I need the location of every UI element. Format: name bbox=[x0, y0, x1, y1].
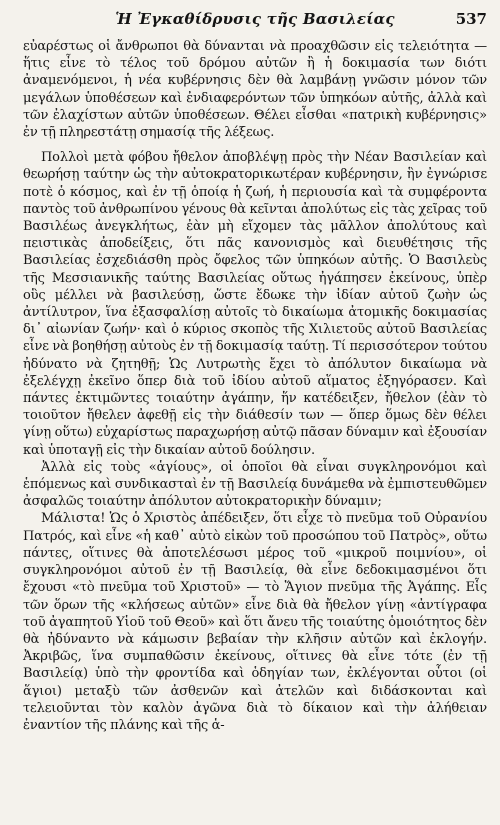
paragraph-3: Ἀλλὰ εἰς τοὺς «ἁγίους», οἱ ὁποῖοι θὰ εἶναι συγκληρονόμοι καὶ ἑπόμενως καὶ συνδικασταὶ ἐν τῇ Βασιλείᾳ δυνάμεθα νὰ ἐμπιστευθῶμεν ἀσφαλῶς τοιαύτην ἀπόλυτον αὐτοκρατορικὴν δύναμιν; bbox=[23, 459, 487, 510]
paragraph-1: εὐαρέστως οἱ ἄνθρωποι θὰ δύνανται νὰ προαχθῶσιν εἰς τελειότητα — ἥτις εἶνε τὸ τέλος τοῦ δρόμου αὐτῶν ἢ ἡ δοκιμασία των διότι ἀναμενόμενοι, ἡ νέα κυβέρνησις δὲν θὰ λαμβάνῃ γνῶσιν μόνον τῶν μεγάλων ὑποθέσεων καὶ ἐνδιαφερόντων τῶν ὑπηκόων αὐτῆς, ἀλλὰ καὶ τῶν ἐλαχίστων αὐτῶν ὑποθέσεων. Θέλει εἶσθαι «πατρικὴ κυβέρνησις» ἐν τῇ πληρεστάτῃ σημασίᾳ τῆς λέξεως. bbox=[23, 39, 487, 141]
paragraph-4: Μάλιστα! Ὡς ὁ Χριστὸς ἀπέδειξεν, ὅτι εἶχε τὸ πνεῦμα τοῦ Οὐρανίου Πατρός, καὶ εἶνε «ἡ καθ᾽ αὐτὸ εἰκὼν τοῦ προσώπου τοῦ Πατρὸς», οὕτω πάντες, οἵτινες θὰ ἀποτελέσωσι μέρος τοῦ «μικροῦ ποιμνίου», οἱ συγκληρονόμοι αὐτοῦ ἐν τῇ Βασιλείᾳ, θὰ εἶνε δεδοκιμασμένοι ὅτι ἔχουσι «τὸ πνεῦμα τοῦ Χριστοῦ» — τὸ Ἅγιον πνεῦμα τῆς Ἀγάπης. Εἷς τῶν ὅρων τῆς «κλήσεως αὐτῶν» εἶνε διὰ θὰ ἤθελον γίνῃ «ἀντίγραφα τοῦ ἀγαπητοῦ Υἱοῦ τοῦ Θεοῦ» καὶ ὅτι ἄνευ τῆς τοιαύτης ὁμοιότητος δὲν θὰ ἠδύναντο νὰ κάμωσιν βεβαίαν τὴν κλῆσιν αὐτῶν καὶ ἐκλογήν. Ἀκριβῶς, ἵνα συμπαθῶσιν ἐκείνους, οἵτινες θὰ εἶνε τότε (ἐν τῇ Βασιλείᾳ) ὑπὸ τὴν φροντίδα καὶ ὁδηγίαν των, ἐκλέγονται οὗτοι (οἱ ἅγιοι) μεταξὺ τῶν ἀσθενῶν καὶ ἀτελῶν καὶ διδάσκονται καὶ τελειοῦνται τὸν καλὸν ἀγῶνα διὰ τὸ δίκαιον καὶ τὴν ἀλήθειαν ἐναντίον τῆς πλάνης καὶ τῆς ἁ- bbox=[23, 511, 487, 733]
chapter-title: Ἡ Ἐγκαθίδρυσις τῆς Βασιλείας bbox=[115, 10, 395, 28]
page-number: 537 bbox=[455, 10, 487, 28]
paragraph-2: Πολλοὶ μετὰ φόβου ἤθελον ἀποβλέψῃ πρὸς τὴν Νέαν Βασιλείαν καὶ θεωρήσῃ ταύτην ὡς τὴν αὐτοκρατορικωτέραν κυβέρνησιν, ἣν ἐγνώρισε ποτὲ ὁ κόσμος, καὶ ἐν τῇ ὁποίᾳ ἡ ζωή, ἡ περιουσία καὶ τὰ συμφέροντα παντὸς τοῦ ἀνθρωπίνου γένους θὰ κεῖνται ἀπολύτως εἰς τὰς χεῖρας τοῦ Βασιλέως ἀνεγκλήτως, ἐὰν μὴ εἴχομεν τὰς μᾶλλον ἀπολύτους καὶ πειστικὰς ἀποδείξεις, ὅτι πᾶς κανονισμὸς καὶ διευθέτησις τῆς Βασιλείας ἐσχεδιάσθη πρὸς ὄφελος τῶν ὑπηκόων αὐτῆς. Ὁ Βασιλεὺς τῆς Μεσσιανικῆς ταύτης Βασιλείας οὕτως ἠγάπησεν ἐκείνους, ὑπὲρ οὓς μέλλει νὰ βασιλεύσῃ, ὥστε ἔδωκε τὴν ἰδίαν αὐτοῦ ζωὴν ὡς ἀντίλυτρον, ἵνα ἐξασφαλίσῃ αὐτοῖς τὸ δικαίωμα ἀτομικῆς δοκιμασίας δι᾽ αἰωνίαν ζωήν· καὶ ὁ κύριος σκοπὸς τῆς Χιλιετοῦς αὐτοῦ Βασιλείας εἶνε νὰ βοηθήσῃ αὐτοὺς ἐν τῇ δοκιμασίᾳ ταύτῃ. Τί περισσότερον τούτου ἠδύνατο νὰ ζητηθῇ; Ὡς Λυτρωτὴς ἔχει τὸ ἀπόλυτον δικαίωμα νὰ ἐξελέγχῃ ἐκεῖνο ὅπερ διὰ τοῦ ἰδίου αὐτοῦ αἵματος ἐξηγόρασεν. Καὶ πάντες ἐκτιμῶντες τοιαύτην ἀγάπην, ἥν κατέδειξεν, ἤθελον (ἐὰν τὸ τοιοῦτον ἤθελεν ἀφεθῇ εἰς τὴν διάθεσίν των — ὅπερ ὅμως δὲν θέλει γίνῃ οὕτω) εὐχαρίστως παραχωρήσῃ αὐτῷ πᾶσαν δύναμιν καὶ ἐξουσίαν καὶ ὑποταγῇ εἰς τὴν δικαίαν αὐτοῦ δούλησιν. bbox=[23, 150, 487, 458]
running-header bbox=[23, 8, 487, 30]
